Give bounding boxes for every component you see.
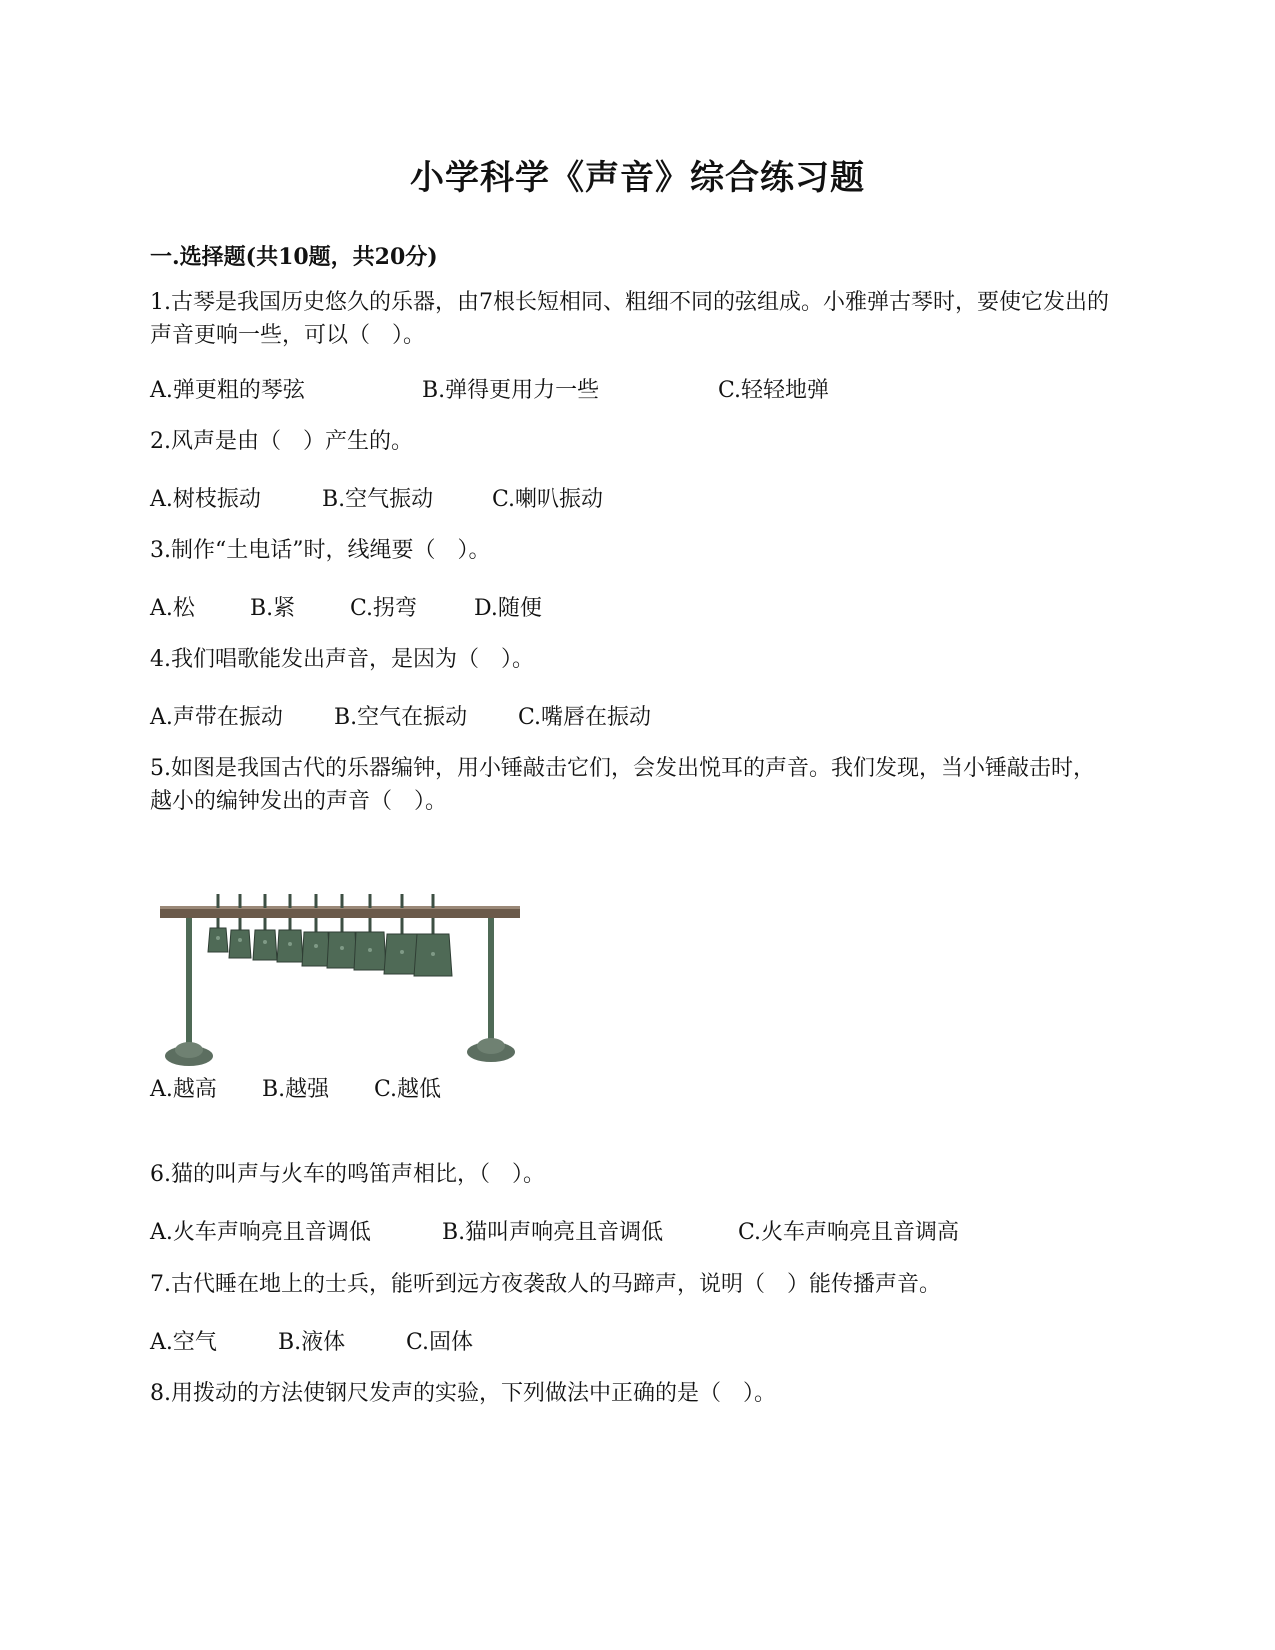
option-b[interactable]: B.液体 xyxy=(278,1330,346,1355)
option-c[interactable]: C.嘴唇在振动 xyxy=(518,705,652,730)
question-6: 6.猫的叫声与火车的鸣笛声相比，（ ）。 xyxy=(150,1162,545,1187)
option-c[interactable]: C.轻轻地弹 xyxy=(718,378,830,403)
option-a[interactable]: A.越高 xyxy=(150,1077,217,1102)
option-b[interactable]: B.猫叫声响亮且音调低 xyxy=(442,1220,664,1245)
option-c[interactable]: C.越低 xyxy=(374,1077,442,1102)
question-1: 1.古琴是我国历史悠久的乐器，由7根长短相同、粗细不同的弦组成。小雅弹古琴时，要使它发出的声音更响一些，可以（ ）。 xyxy=(150,290,1109,348)
option-a[interactable]: A.火车声响亮且音调低 xyxy=(150,1220,371,1245)
option-a[interactable]: A.声带在振动 xyxy=(150,705,283,730)
options-q7 xyxy=(150,1325,473,1356)
option-b[interactable]: B.空气振动 xyxy=(322,487,434,512)
option-a[interactable]: A.树枝振动 xyxy=(150,487,261,512)
question-4: 4.我们唱歌能发出声音，是因为（ ）。 xyxy=(150,647,534,672)
option-b[interactable]: B.空气在振动 xyxy=(334,705,468,730)
option-c[interactable]: C.拐弯 xyxy=(350,596,418,621)
option-c[interactable]: C.固体 xyxy=(406,1330,474,1355)
option-c[interactable]: C.喇叭振动 xyxy=(492,487,604,512)
section-heading: 一.选择题(共10题，共20分) xyxy=(150,244,438,270)
question-3: 3.制作“土电话”时，线绳要（ ）。 xyxy=(150,538,491,563)
question-8: 8.用拨动的方法使钢尺发声的实验，下列做法中正确的是（ ）。 xyxy=(150,1381,776,1406)
options-q6 xyxy=(150,1215,959,1246)
question-2: 2.风声是由（ ）产生的。 xyxy=(150,429,413,454)
options-q5 xyxy=(150,1072,441,1103)
option-b[interactable]: B.越强 xyxy=(262,1077,330,1102)
option-c[interactable]: C.火车声响亮且音调高 xyxy=(738,1220,960,1245)
option-b[interactable]: B.弹得更用力一些 xyxy=(422,378,600,403)
option-a[interactable]: A.松 xyxy=(150,596,195,621)
options-q3 xyxy=(150,591,542,622)
option-a[interactable]: A.空气 xyxy=(150,1330,217,1355)
options-q4 xyxy=(150,700,651,731)
question-5: 5.如图是我国古代的乐器编钟，用小锤敲击它们，会发出悦耳的声音。我们发现，当小锤敲击时，越小的编钟发出的声音（ ）。 xyxy=(150,756,1095,814)
question-7: 7.古代睡在地上的士兵，能听到远方夜袭敌人的马蹄声，说明（ ）能传播声音。 xyxy=(150,1272,941,1297)
options-q1 xyxy=(150,373,829,404)
option-d[interactable]: D.随便 xyxy=(474,596,542,621)
option-a[interactable]: A.弹更粗的琴弦 xyxy=(150,378,305,403)
bianzhong-chime-bells-icon xyxy=(158,890,528,1070)
page-title: 小学科学《声音》综合练习题 xyxy=(410,158,865,198)
options-q2 xyxy=(150,482,603,513)
option-b[interactable]: B.紧 xyxy=(250,596,296,621)
